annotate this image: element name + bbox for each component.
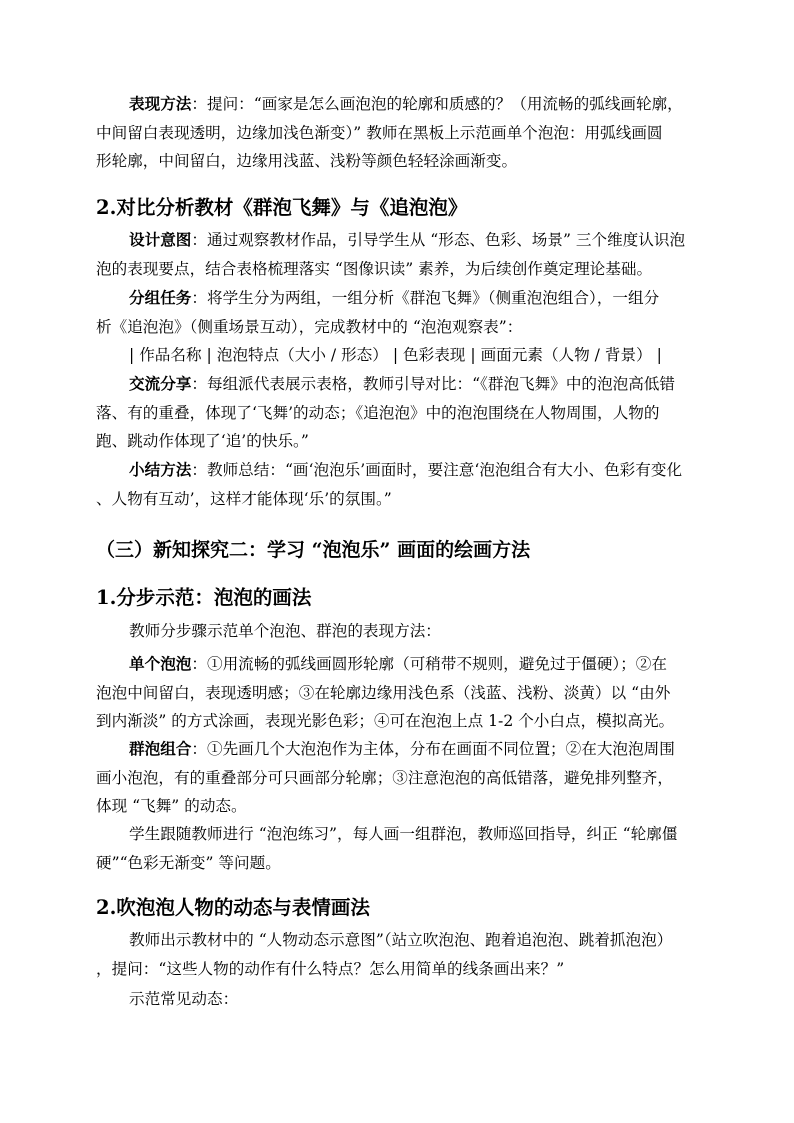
text-line: 泡的表现要点，结合表格梳理落实 “图像识读” 素养，为后续创作奠定理论基础。 — [96, 259, 653, 278]
text-line: 落、有的重叠，体现了‘飞舞’的动态；《追泡泡》中的泡泡围绕在人物周围，人物的 — [96, 403, 660, 422]
heading-blowing-figure: 2.吹泡泡人物的动态与表情画法 — [96, 896, 370, 919]
text-line: ：将学生分为两组，一组分析《群泡飞舞》（侧重泡泡组合），一组分 — [191, 289, 660, 307]
paragraph-teacher-demo: 教师分步骤示范单个泡泡、群泡的表现方法： — [129, 622, 441, 640]
heading-step-demo: 1.分步示范：泡泡的画法 — [96, 586, 312, 609]
paragraph-design-intent — [96, 226, 700, 283]
label-expression-method: 表现方法 — [129, 94, 192, 113]
text-line: ：每组派代表展示表格，教师引导对比：“《群泡飞舞》中的泡泡高低错 — [191, 375, 675, 393]
observation-table-row: | 作品名称 | 泡泡特点（大小 / 形态） | 色彩表现 | 画面元素（人物 / 背景） | — [129, 346, 662, 364]
text-line: 、人物有互动’，这样才能体现‘乐’的氛围。” — [96, 489, 392, 508]
label-group-task: 分组任务 — [129, 288, 192, 307]
text-line: 学生跟随教师进行 “泡泡练习”，每人画一组群泡，教师巡回指导，纠正 “轮廓僵 — [129, 825, 678, 843]
label-design-intent: 设计意图 — [129, 230, 192, 249]
paragraph-demo-poses: 示范常见动态： — [129, 990, 239, 1008]
text-line: ：教师总结：“画‘泡泡乐’画面时，要注意‘泡泡组合有大小、色彩有变化 — [191, 461, 683, 479]
paragraph-summary-method — [96, 456, 700, 513]
text-line: 泡泡中间留白，表现透明感；③在轮廓边缘用浅色系（浅蓝、浅粉、淡黄）以 “由外 — [96, 683, 671, 702]
text-line: ，提问：“这些人物的动作有什么特点？怎么用简单的线条画出来？” — [96, 959, 565, 978]
paragraph-student-practice — [96, 820, 700, 877]
paragraph-single-bubble — [96, 650, 700, 736]
text-line: 析《追泡泡》（侧重场景互动），完成教材中的 “泡泡观察表”： — [96, 317, 523, 336]
text-line: 形轮廓，中间留白，边缘用浅蓝、浅粉等颜色轻轻涂画渐变。 — [96, 152, 518, 170]
text-line: ：①先画几个大泡泡作为主体，分布在画面不同位置；②在大泡泡周围 — [191, 740, 675, 758]
label-single-bubble: 单个泡泡 — [129, 654, 192, 673]
paragraph-expression-method — [96, 90, 700, 176]
paragraph-exchange-share — [96, 370, 700, 456]
text-line: 教师出示教材中的 “人物动态示意图”（站立吹泡泡、跑着追泡泡、跳着抓泡泡） — [129, 931, 673, 949]
text-line: 画小泡泡，有的重叠部分可只画部分轮廓；③注意泡泡的高低错落，避免排列整齐， — [96, 768, 673, 787]
heading-section-three: （三）新知探究二：学习 “泡泡乐” 画面的绘画方法 — [96, 539, 531, 561]
label-summary-method: 小结方法 — [129, 460, 192, 479]
heading-compare-textbook: 2.对比分析教材《群泡飞舞》与《追泡泡》 — [96, 196, 468, 219]
text-line: 到内渐淡” 的方式涂画，表现光影色彩；④可在泡泡上点 1-2 个小白点，模拟高光。 — [96, 712, 675, 730]
text-line: ：提问：“画家是怎么画泡泡的轮廓和质感的？（用流畅的弧线画轮廓， — [191, 95, 683, 113]
text-line: 体现 “飞舞” 的动态。 — [96, 797, 247, 815]
label-bubble-group: 群泡组合 — [129, 739, 192, 758]
text-line: ：通过观察教材作品，引导学生从 “形态、色彩、场景” 三个维度认识泡 — [191, 231, 686, 249]
label-exchange-share: 交流分享 — [129, 374, 192, 393]
text-line: 硬”“色彩无渐变” 等问题。 — [96, 853, 281, 872]
paragraph-bubble-group — [96, 735, 700, 821]
text-line: 中间留白表现透明，边缘加浅色渐变）” 教师在黑板上示范画单个泡泡：用弧线画圆 — [96, 123, 663, 142]
text-line: 跑、跳动作体现了‘追’的快乐。” — [96, 432, 309, 450]
text-line: ：①用流畅的弧线画圆形轮廓（可稍带不规则，避免过于僵硬）；②在 — [191, 655, 667, 673]
paragraph-teacher-shows — [96, 926, 700, 983]
paragraph-group-task — [96, 284, 700, 341]
